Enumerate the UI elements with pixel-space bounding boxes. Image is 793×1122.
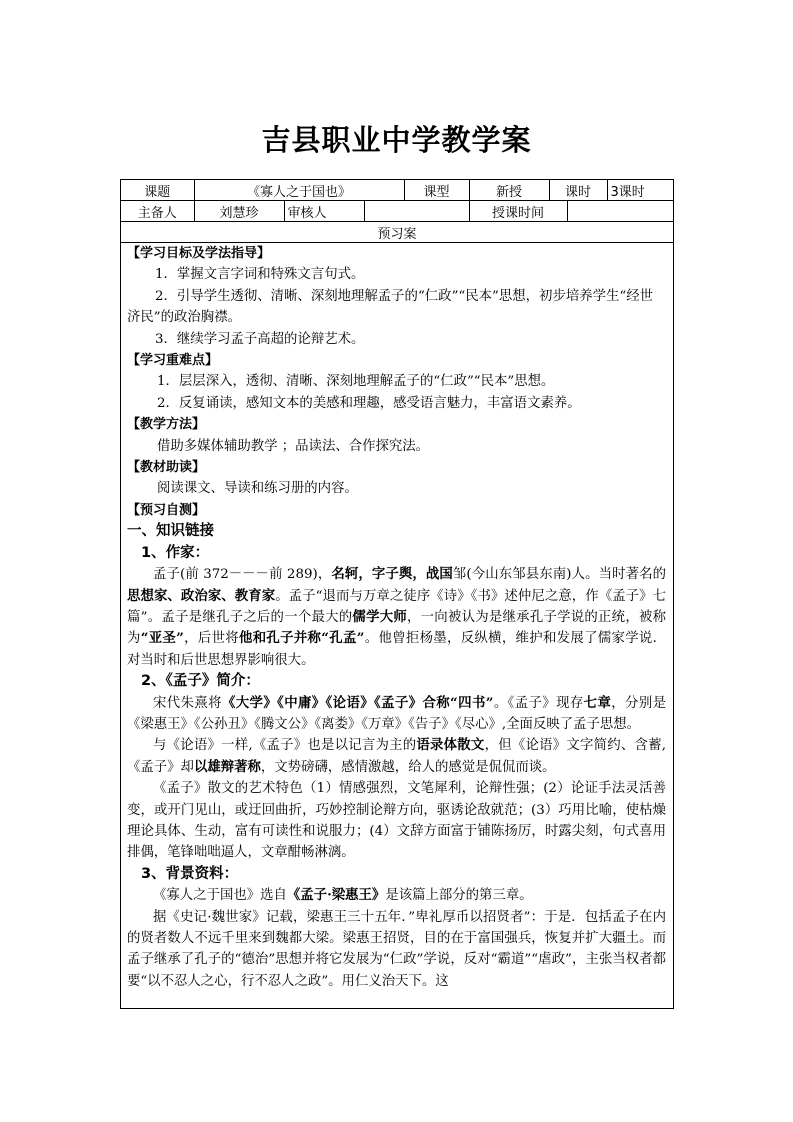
header-table-2: [121, 201, 673, 243]
value-preparer: 刘慧珍: [194, 201, 284, 222]
part1-title: 一、知识链接: [127, 523, 214, 540]
bold-run: “亚圣”: [140, 630, 184, 647]
bold-run: 《大学》《中庸》《论语》《孟子》合称“四书”: [221, 694, 494, 711]
text-run: ，分别是《梁惠王》《公孙丑》《腾文公》《离娄》《万章》《告子》《尽心》,全面反映了孟子思想。: [127, 695, 667, 732]
header-row-3: [121, 222, 673, 243]
bold-run: 以雄辩著称: [193, 758, 261, 775]
text-run: ，一向被认为是继承孔子学说的正统，被称为: [127, 609, 667, 647]
bold-run: 儒学大师: [352, 608, 408, 625]
author-paragraph: [127, 564, 666, 671]
section-preview: 预习案: [121, 222, 673, 243]
text-run: ，文势磅礴，感情激越，给人的感觉是侃侃而谈。: [260, 759, 556, 775]
label-topic: 课题: [121, 180, 194, 201]
background-paragraph-2: 据《史记·魏世家》记载，梁惠王三十五年．”卑礼厚币以招贤者”：于是．包括孟子在内的贤者数人不远千里来到魏都大梁。梁惠王招贤，目的在于富国强兵，恢复并扩大疆土。而孟子继承了孔子的“德治”思想并将它发展为“仁政”学说，反对“霸道”“虐政”，主张当权者都要“以不忍人之心，行不忍人之政”。用仁义治天下。这: [127, 909, 666, 989]
text-run: 孟子(前 372－－－前 289)，: [153, 567, 332, 583]
goal-item: 1．掌握文言字词和特殊文言句式。: [155, 267, 365, 283]
text-run: ，后世将: [183, 631, 240, 647]
header-table: [121, 180, 673, 201]
bold-run: 语录体散文: [416, 737, 485, 754]
label-periods: 课时: [549, 180, 607, 201]
bold-run: 思想家、政治家、教育家: [127, 587, 276, 604]
text-run: 。他曾拒杨墨，反纵横，维护和发展了儒家学说．对当时和后世思想界影响很大。: [127, 631, 667, 668]
text-run: 宋代朱熹将: [153, 695, 222, 711]
text-run: 与《论语》一样,《孟子》也是以记言为主的: [153, 738, 417, 754]
label-preparer: 主备人: [121, 201, 194, 222]
mencius-intro-paragraph-3: 《孟子》散文的艺术特色（1）情感强烈，文笔犀利，论辩性强；(2）论证手法灵活善变，或开门见山，或迂回曲折，巧妙控制论辩方向，驱诱论敌就范；(3）巧用比喻，使枯燥理论具体、生动，富有可读性和说服力；(4）文辞方面富于铺陈扬厉，时露尖刻，句式喜用排偶，笔锋咄咄逼人，文章酣畅淋漓。: [127, 781, 666, 861]
text-run: 是该篇上部分的第三章。: [385, 888, 533, 904]
section-key-points-title: 【学习重难点】: [127, 353, 219, 369]
bold-run: 七章: [583, 694, 612, 711]
header-row-1: [121, 180, 673, 201]
text-run: 。《孟子》现存: [493, 695, 584, 711]
background-heading: 3、背景资料：: [141, 865, 239, 882]
background-paragraph-1: [127, 885, 666, 906]
mencius-intro-paragraph-2: [127, 735, 666, 778]
value-topic: 《寡人之于国也》: [194, 180, 404, 201]
section-self-test-title: 【预习自测】: [127, 502, 206, 518]
section-goals-title: 【学习目标及学法指导】: [127, 246, 271, 261]
value-reviewer: [364, 201, 469, 222]
label-teaching-time: 授课时间: [469, 201, 567, 222]
section-methods-title: 【教学方法】: [127, 417, 206, 433]
key-point-item: 2．反复诵读，感知文本的美感和理趣，感受语言魅力，丰富语文素养。: [157, 395, 581, 411]
bold-run: 他和孔子并称“孔孟”: [239, 630, 365, 647]
lesson-plan-table: [120, 179, 674, 1009]
key-point-item: 1．层层深入，透彻、清晰、深刻地理解孟子的“仁政”“民本”思想。: [157, 374, 555, 390]
content-body: [121, 243, 673, 992]
section-reading-aid-title: 【教材助读】: [127, 460, 206, 476]
header-row-2: [121, 201, 673, 222]
reading-aid-text: 阅读课文、导读和练习册的内容。: [157, 481, 358, 497]
value-periods: 3课时: [607, 180, 673, 201]
bold-run: 名轲，字子舆，战国: [331, 566, 453, 583]
goal-item: 2．引导学生透彻、清晰、深刻地理解孟子的“仁政”“民本”思想，初步培养学生“经世济民”的政治胸襟。: [127, 288, 654, 326]
mencius-intro-heading: 2、《孟子》简介：: [141, 673, 260, 690]
text-run: ，但《论语》文字简约、含蓄,《孟子》却: [127, 738, 666, 775]
value-lesson-type: 新授: [469, 180, 549, 201]
text-run: 。孟子“退而与万章之徒序《诗》《书》述仲尼之意，作《孟子》七篇”。孟子是继孔子之后的一个最大的: [127, 588, 666, 625]
label-reviewer: 审核人: [284, 201, 364, 222]
text-run: 《寡人之于国也》选自: [153, 888, 287, 904]
bold-run: 《孟子·梁惠王》: [286, 887, 386, 904]
author-heading: 1、作家：: [141, 544, 210, 561]
text-run: 邹(今山东邹县东南)人。当时著名的: [452, 567, 667, 583]
mencius-intro-paragraph-1: [127, 693, 666, 736]
methods-text: 借助多媒体辅助教学 ；品读法、合作探究法。: [157, 438, 430, 454]
label-lesson-type: 课型: [404, 180, 469, 201]
goal-item: 3．继续学习孟子高超的论辩艺术。: [155, 331, 365, 347]
page-title: 吉县职业中学教学案: [261, 123, 532, 157]
value-teaching-time: [567, 201, 673, 222]
